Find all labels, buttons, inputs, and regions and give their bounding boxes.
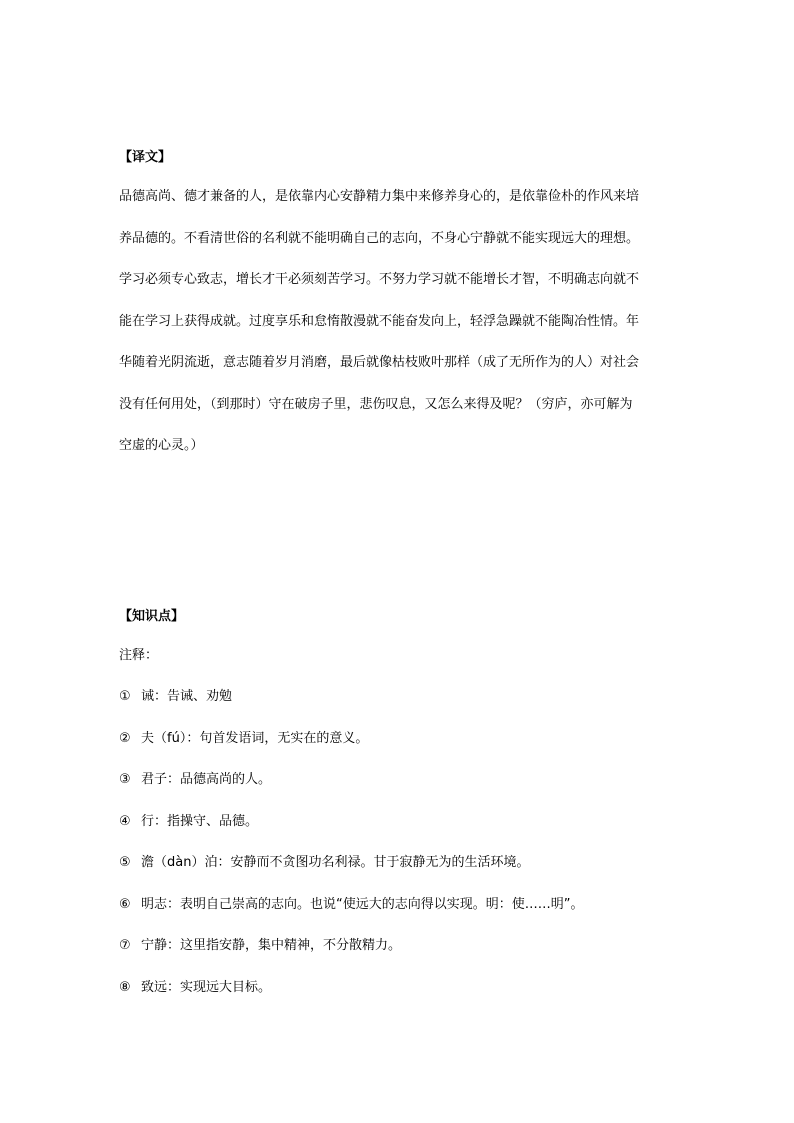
note-number: ⑧: [119, 979, 131, 995]
note-text: 宁静：这里指安静，集中精神，不分散精力。: [141, 938, 402, 953]
note-number: ⑤: [119, 855, 131, 870]
translation-paragraph: [119, 176, 679, 467]
translation-line: 没有任何用处，（到那时）守在破房子里，悲伤叹息，又怎么来得及呢？（穷庐，亦可解为: [119, 396, 633, 412]
note-number: ①: [119, 689, 131, 704]
note-text: 诫：告诫、劝勉: [141, 689, 233, 704]
note-item: [119, 718, 679, 760]
note-text: 君子：品德高尚的人。: [141, 772, 272, 787]
section-spacer: [119, 467, 679, 599]
note-item: [119, 925, 679, 967]
note-item: [119, 801, 679, 843]
note-text: 夫（fú）：句首发语词，无实在的意义。: [141, 730, 369, 746]
translation-line: 华随着光阴流逝，意志随着岁月消磨，最后就像枯枝败叶那样（成了无所作为的人）对社会: [119, 355, 640, 370]
note-item: [119, 759, 679, 801]
note-text: 行：指操守、品德。: [141, 813, 259, 829]
notes-label: 注释：: [119, 647, 159, 663]
translation-line: 学习必须专心致志，增长才干必须刻苦学习。不努力学习就不能增长才智，不明确志向就不: [119, 272, 640, 287]
note-number: ②: [119, 730, 131, 746]
translation-heading: 【译文】: [119, 150, 172, 165]
note-text: 致远：实现远大目标。: [141, 979, 272, 995]
note-text: 明志：表明自己崇高的志向。也说“使远大的志向得以实现。明：使……明”。: [141, 896, 584, 912]
knowledge-points-heading: 【知识点】: [119, 608, 185, 624]
note-number: ⑥: [119, 896, 131, 912]
translation-line: 空虚的心灵。）: [119, 438, 204, 453]
note-number: ④: [119, 813, 131, 829]
notes-list: [119, 676, 679, 1008]
page-content: [119, 140, 679, 1008]
note-text: 澹（dàn）泊：安静而不贪图功名利禄。甘于寂静无为的生活环境。: [141, 855, 530, 870]
note-number: ③: [119, 772, 131, 787]
note-item: [119, 676, 679, 718]
note-item: [119, 884, 679, 926]
translation-line: 品德高尚、德才兼备的人，是依靠内心安静精力集中来修养身心的，是依靠俭朴的作风来培: [119, 189, 640, 204]
note-item: [119, 967, 679, 1009]
translation-line: 能在学习上获得成就。过度享乐和怠惰散漫就不能奋发向上，轻浮急躁就不能陶冶性情。年: [119, 313, 640, 329]
note-item: [119, 842, 679, 884]
translation-line: 养品德的。不看清世俗的名利就不能明确自己的志向，不身心宁静就不能实现远大的理想。: [119, 230, 640, 246]
note-number: ⑦: [119, 938, 131, 953]
